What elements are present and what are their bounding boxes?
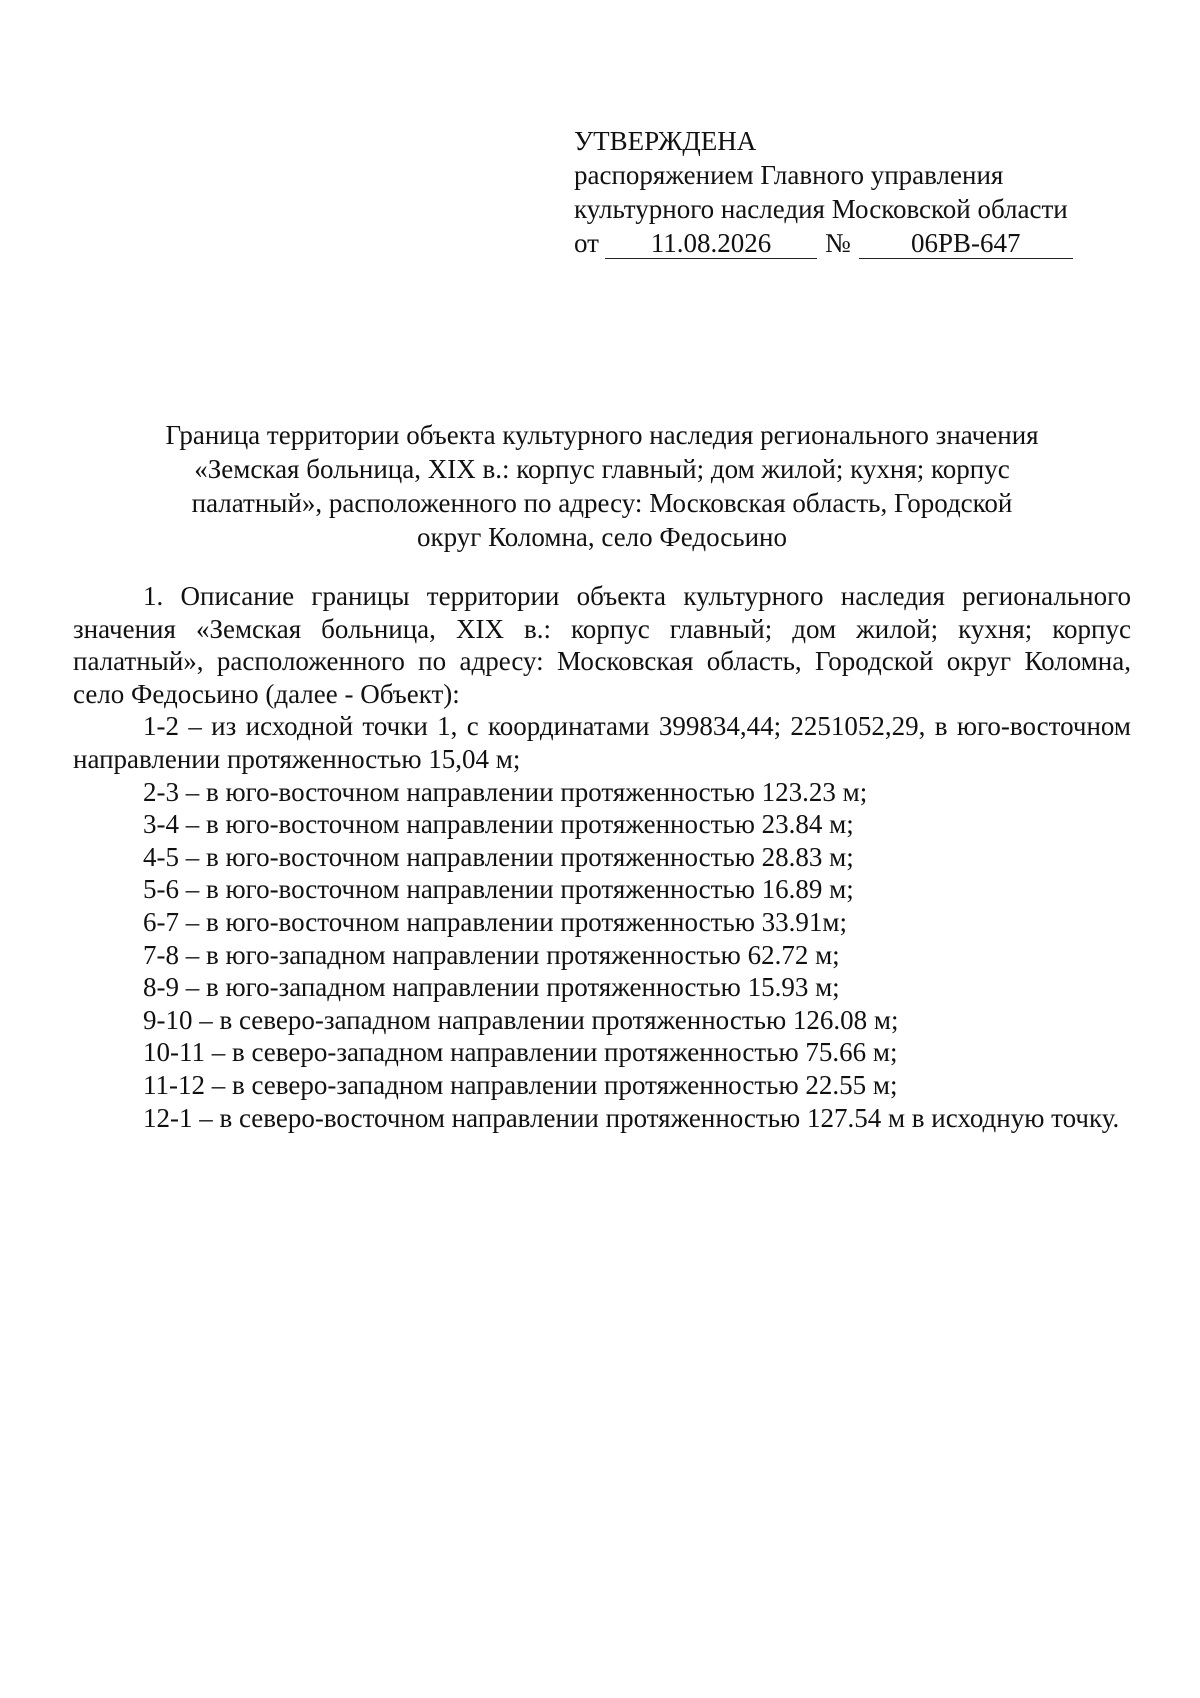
segment-8-9: 8-9 – в юго-западном направлении протяженностью 15.93 м; xyxy=(143,972,840,1003)
number-sign: № xyxy=(824,228,851,258)
segment-3-4: 3-4 – в юго-восточном направлении протяженностью 23.84 м; xyxy=(143,809,854,840)
segment-2-3: 2-3 – в юго-восточном направлении протяженностью 123.23 м; xyxy=(143,776,868,807)
approval-block xyxy=(574,124,1073,260)
segment-10-11: 10-11 – в северо-западном направлении протяженностью 75.66 м; xyxy=(143,1037,898,1068)
title-line-2: «Земская больница, XIX в.: корпус главный; дом жилой; кухня; корпус xyxy=(194,454,1010,484)
approval-date-number-line xyxy=(574,226,1073,260)
segment-4-5: 4-5 – в юго-восточном направлении протяженностью 28.83 м; xyxy=(143,841,854,872)
segment-11-12: 11-12 – в северо-западном направлении протяженностью 22.55 м; xyxy=(143,1069,898,1100)
segment-7-8: 7-8 – в юго-западном направлении протяженностью 62.72 м; xyxy=(143,939,840,970)
segment-5-6: 5-6 – в юго-восточном направлении протяженностью 16.89 м; xyxy=(143,874,854,905)
title-line-1: Граница территории объекта культурного наследия регионального значения xyxy=(165,420,1039,450)
segment-1-2: 1-2 – из исходной точки 1, с координатами 399834,44; 2251052,29, в юго-восточном направлении протяженностью 15,04 м; xyxy=(73,711,1131,774)
segment-9-10: 9-10 – в северо-западном направлении протяженностью 126.08 м; xyxy=(143,1004,899,1035)
description-intro: 1. Описание границы территории объекта культурного наследия регионального значения «Земская больница, XIX в.: корпус главный; дом жилой; кухня; корпус палатный», расположенного по адресу: Московская область, Городской округ Коломна, село Федосьино (далее - Объект): xyxy=(73,581,1131,709)
date-prefix: от xyxy=(574,228,599,258)
approval-heading: УТВЕРЖДЕНА xyxy=(574,126,757,156)
approval-line-1: распоряжением Главного управления xyxy=(574,160,1004,190)
title-line-4: округ Коломна, село Федосьино xyxy=(417,522,787,552)
title-line-3: палатный», расположенного по адресу: Московская область, Городской xyxy=(191,488,1013,518)
approval-date: 11.08.2026 xyxy=(605,228,817,259)
boundary-description xyxy=(73,580,1131,1134)
approval-number: 06РВ-647 xyxy=(859,228,1073,259)
document-title xyxy=(70,418,1134,554)
segment-6-7: 6-7 – в юго-восточном направлении протяженностью 33.91м; xyxy=(143,906,847,937)
segment-12-1: 12-1 – в северо-восточном направлении протяженностью 127.54 м в исходную точку. xyxy=(143,1102,1120,1133)
approval-line-2: культурного наследия Московской области xyxy=(574,194,1068,224)
